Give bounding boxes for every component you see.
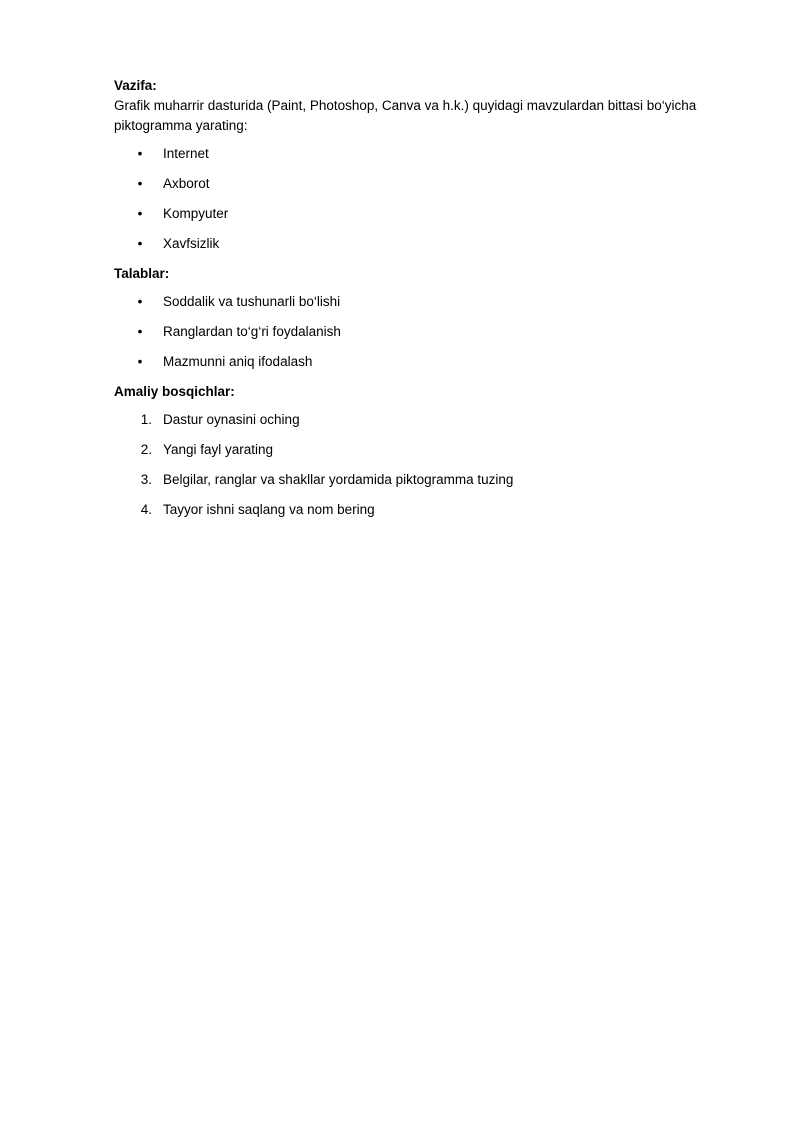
list-item (114, 322, 704, 342)
requirements-list (114, 292, 704, 372)
bullet-icon: • (137, 236, 143, 251)
topic-list (114, 144, 704, 254)
bullet-icon: • (137, 354, 143, 369)
step-number: 4. (140, 502, 152, 517)
list-item (114, 174, 704, 194)
document-content (114, 76, 704, 520)
topic-text: Xavfsizlik (163, 236, 220, 251)
list-item (114, 292, 704, 312)
topic-text: Internet (163, 146, 209, 161)
bullet-icon: • (137, 324, 143, 339)
step-number: 2. (140, 442, 152, 457)
list-item (114, 470, 704, 490)
step-text: Dastur oynasini oching (163, 412, 300, 427)
list-item (114, 352, 704, 372)
bullet-icon: • (137, 294, 143, 309)
task-heading: Vazifa: (114, 78, 157, 93)
requirement-text: Soddalik va tushunarli bo‘lishi (163, 294, 341, 309)
task-description: Grafik muharrir dasturida (Paint, Photoshop, Canva va h.k.) quyidagi mavzulardan bittasi bo‘yicha piktogramma yarating: (114, 98, 697, 133)
step-number: 1. (140, 412, 152, 427)
steps-heading: Amaliy bosqichlar: (114, 384, 235, 399)
bullet-icon: • (137, 206, 143, 221)
steps-list (114, 410, 704, 520)
step-text: Tayyor ishni saqlang va nom bering (163, 502, 375, 517)
step-number: 3. (140, 472, 152, 487)
list-item (114, 410, 704, 430)
bullet-icon: • (137, 176, 143, 191)
bullet-icon: • (137, 146, 143, 161)
list-item (114, 234, 704, 254)
topic-text: Axborot (163, 176, 210, 191)
list-item (114, 144, 704, 164)
list-item (114, 204, 704, 224)
requirements-heading: Talablar: (114, 266, 170, 281)
step-text: Yangi fayl yarating (163, 442, 274, 457)
topic-text: Kompyuter (163, 206, 229, 221)
step-text: Belgilar, ranglar va shakllar yordamida piktogramma tuzing (163, 472, 514, 487)
requirement-text: Ranglardan to‘g‘ri foydalanish (163, 324, 341, 339)
list-item (114, 500, 704, 520)
list-item (114, 440, 704, 460)
requirement-text: Mazmunni aniq ifodalash (163, 354, 313, 369)
